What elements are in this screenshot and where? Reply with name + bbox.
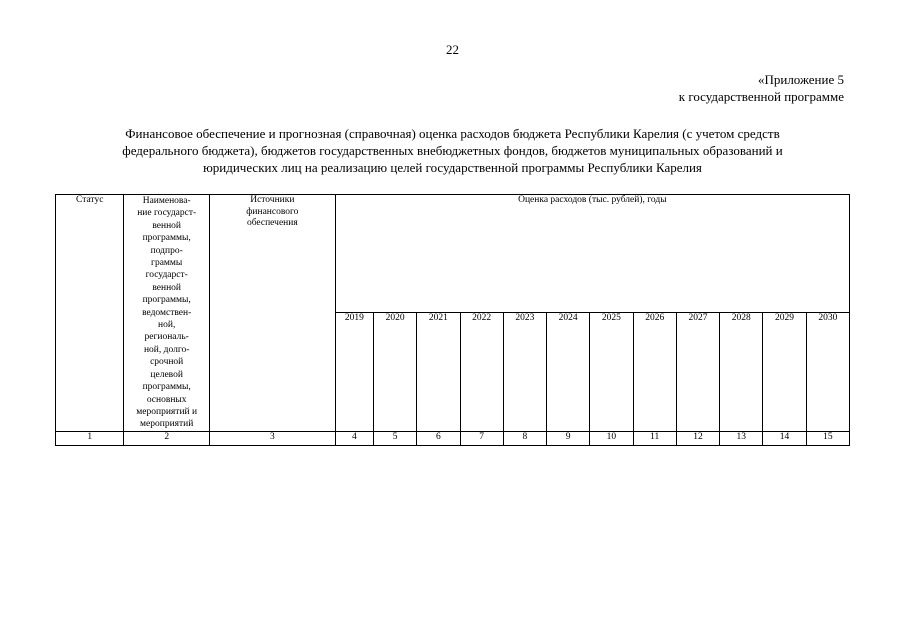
header-name-line: основных	[146, 394, 187, 405]
header-name-line: подпро-	[150, 245, 183, 256]
header-name-line: программы,	[142, 233, 191, 244]
year-header-cell: 2028	[720, 313, 763, 431]
column-number-cell: 12	[676, 431, 719, 445]
year-header-cell: 2021	[417, 313, 460, 431]
column-number-cell: 5	[373, 431, 416, 445]
column-number-cell: 2	[124, 431, 210, 445]
column-number-cell: 11	[633, 431, 676, 445]
header-name-line: ной,	[158, 320, 176, 331]
column-number-cell: 7	[460, 431, 503, 445]
header-name-line: ние государст-	[137, 208, 197, 219]
appendix-title: «Приложение 5	[757, 72, 844, 87]
header-name	[124, 195, 210, 432]
header-name-line: мероприятий	[140, 419, 194, 430]
year-header-cell: 2022	[460, 313, 503, 431]
year-header-cell: 2020	[373, 313, 416, 431]
year-header-cell: 2024	[547, 313, 590, 431]
appendix-subtitle: к государственной программе	[678, 89, 844, 104]
heading-line: юридических лиц на реализацию целей государственной программы Республики Карелия	[203, 160, 702, 175]
header-name-line: ной, долго-	[143, 344, 190, 355]
year-header-cell: 2029	[763, 313, 806, 431]
column-number-cell: 15	[806, 431, 849, 445]
column-number-cell: 14	[763, 431, 806, 445]
header-name-line: срочной	[150, 357, 184, 368]
heading-line: Финансовое обеспечение и прогнозная (справочная) оценка расходов бюджета Республики Карелия (с учетом средств	[125, 126, 780, 141]
appendix-note	[679, 71, 844, 105]
header-name-line: государст-	[145, 270, 188, 281]
header-name-line: венной	[152, 282, 182, 293]
year-header-cell: 2023	[503, 313, 546, 431]
column-number-cell: 1	[56, 431, 124, 445]
header-name-line: региональ-	[144, 332, 189, 343]
column-number-cell: 3	[209, 431, 335, 445]
page-number: 22	[446, 42, 459, 57]
column-number-cell: 13	[720, 431, 763, 445]
header-estimate: Оценка расходов (тыс. рублей), годы	[335, 195, 849, 313]
header-sources: Источники финансового обеспечения	[209, 195, 335, 432]
column-number-cell: 8	[503, 431, 546, 445]
table-header-row	[56, 195, 850, 313]
document-heading	[55, 125, 850, 176]
heading-line: федерального бюджета), бюджетов государственных внебюджетных фондов, бюджетов муниципальных образований и	[122, 143, 783, 158]
header-name-line: программы,	[142, 295, 191, 306]
header-status: Статус	[56, 195, 124, 432]
column-number-cell: 6	[417, 431, 460, 445]
year-header-cell: 2025	[590, 313, 633, 431]
year-header-cell: 2027	[676, 313, 719, 431]
column-number-cell: 10	[590, 431, 633, 445]
header-name-line: мероприятий и	[136, 406, 198, 417]
table-column-numbers-row	[56, 431, 850, 445]
header-name-line: Наименова-	[142, 196, 191, 206]
year-header-cell: 2030	[806, 313, 849, 431]
header-name-line: венной	[152, 220, 182, 231]
year-header-cell: 2019	[335, 313, 373, 431]
header-name-line: целевой	[150, 369, 183, 380]
header-name-line: граммы	[151, 258, 183, 269]
header-name-line: ведомствен-	[142, 307, 192, 318]
header-name-line: программы,	[142, 382, 191, 393]
year-header-cell: 2026	[633, 313, 676, 431]
budget-table	[55, 194, 850, 446]
column-number-cell: 4	[335, 431, 373, 445]
column-number-cell: 9	[547, 431, 590, 445]
